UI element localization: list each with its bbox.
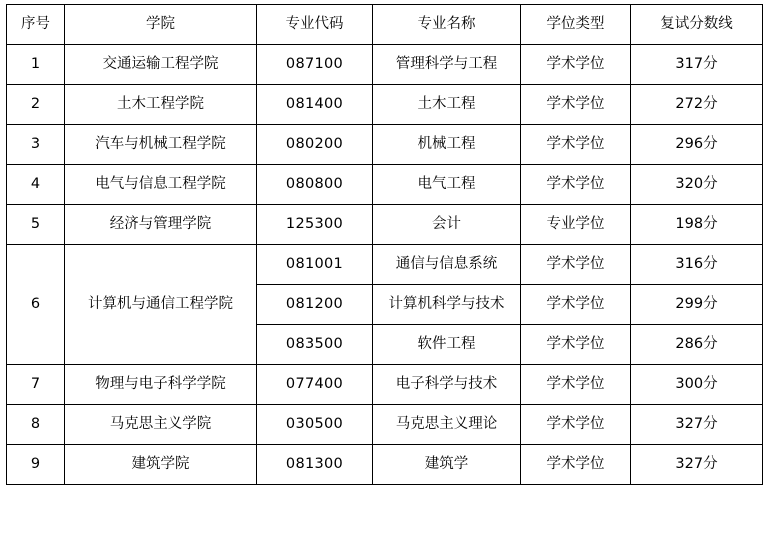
cell-index: 7 xyxy=(7,365,65,405)
cell-major-code: 080800 xyxy=(257,165,373,205)
cell-major-name: 电气工程 xyxy=(373,165,521,205)
cell-index: 6 xyxy=(7,245,65,365)
column-header-degree-type: 学位类型 xyxy=(521,5,631,45)
table-row xyxy=(7,85,763,125)
cell-degree-type: 专业学位 xyxy=(521,205,631,245)
cell-score-line: 299分 xyxy=(631,285,763,325)
table-body xyxy=(7,45,763,485)
cell-major-name: 土木工程 xyxy=(373,85,521,125)
cell-degree-type: 学术学位 xyxy=(521,245,631,285)
cell-index: 8 xyxy=(7,405,65,445)
cell-degree-type: 学术学位 xyxy=(521,405,631,445)
cell-major-code: 081001 xyxy=(257,245,373,285)
cell-index: 3 xyxy=(7,125,65,165)
table-row xyxy=(7,405,763,445)
cell-score-line: 272分 xyxy=(631,85,763,125)
cell-major-code: 125300 xyxy=(257,205,373,245)
cell-score-line: 327分 xyxy=(631,445,763,485)
table-row xyxy=(7,45,763,85)
table-header-row xyxy=(7,5,763,45)
table-header xyxy=(7,5,763,45)
cell-index: 9 xyxy=(7,445,65,485)
cell-major-code: 087100 xyxy=(257,45,373,85)
cell-major-name: 软件工程 xyxy=(373,325,521,365)
cell-degree-type: 学术学位 xyxy=(521,365,631,405)
table-row xyxy=(7,245,763,285)
column-header-score-line: 复试分数线 xyxy=(631,5,763,45)
cell-score-line: 316分 xyxy=(631,245,763,285)
cell-major-code: 081300 xyxy=(257,445,373,485)
cell-index: 4 xyxy=(7,165,65,205)
cell-college: 建筑学院 xyxy=(65,445,257,485)
table-row xyxy=(7,165,763,205)
cell-index: 5 xyxy=(7,205,65,245)
cell-college: 交通运输工程学院 xyxy=(65,45,257,85)
table-row xyxy=(7,205,763,245)
column-header-major-name: 专业名称 xyxy=(373,5,521,45)
cell-score-line: 327分 xyxy=(631,405,763,445)
cell-index: 2 xyxy=(7,85,65,125)
column-header-college: 学院 xyxy=(65,5,257,45)
cell-major-code: 081400 xyxy=(257,85,373,125)
cell-major-name: 计算机科学与技术 xyxy=(373,285,521,325)
cell-major-name: 机械工程 xyxy=(373,125,521,165)
cell-college: 经济与管理学院 xyxy=(65,205,257,245)
cell-degree-type: 学术学位 xyxy=(521,85,631,125)
cell-degree-type: 学术学位 xyxy=(521,325,631,365)
cell-college: 土木工程学院 xyxy=(65,85,257,125)
cell-degree-type: 学术学位 xyxy=(521,125,631,165)
cell-major-name: 马克思主义理论 xyxy=(373,405,521,445)
cell-major-name: 建筑学 xyxy=(373,445,521,485)
cell-college: 马克思主义学院 xyxy=(65,405,257,445)
cell-college: 汽车与机械工程学院 xyxy=(65,125,257,165)
cell-major-name: 电子科学与技术 xyxy=(373,365,521,405)
cell-degree-type: 学术学位 xyxy=(521,165,631,205)
cell-major-code: 080200 xyxy=(257,125,373,165)
cell-major-code: 077400 xyxy=(257,365,373,405)
cell-degree-type: 学术学位 xyxy=(521,445,631,485)
cell-major-name: 通信与信息系统 xyxy=(373,245,521,285)
cell-index: 1 xyxy=(7,45,65,85)
column-header-index: 序号 xyxy=(7,5,65,45)
cell-major-code: 030500 xyxy=(257,405,373,445)
cell-score-line: 198分 xyxy=(631,205,763,245)
cell-score-line: 317分 xyxy=(631,45,763,85)
admission-score-table xyxy=(6,4,763,485)
cell-college: 计算机与通信工程学院 xyxy=(65,245,257,365)
cell-major-name: 管理科学与工程 xyxy=(373,45,521,85)
column-header-major-code: 专业代码 xyxy=(257,5,373,45)
cell-college: 物理与电子科学学院 xyxy=(65,365,257,405)
cell-degree-type: 学术学位 xyxy=(521,285,631,325)
table-row xyxy=(7,365,763,405)
cell-major-name: 会计 xyxy=(373,205,521,245)
cell-score-line: 300分 xyxy=(631,365,763,405)
cell-major-code: 083500 xyxy=(257,325,373,365)
cell-score-line: 320分 xyxy=(631,165,763,205)
table-row xyxy=(7,125,763,165)
cell-college: 电气与信息工程学院 xyxy=(65,165,257,205)
table-row xyxy=(7,445,763,485)
cell-score-line: 286分 xyxy=(631,325,763,365)
cell-major-code: 081200 xyxy=(257,285,373,325)
cell-degree-type: 学术学位 xyxy=(521,45,631,85)
cell-score-line: 296分 xyxy=(631,125,763,165)
